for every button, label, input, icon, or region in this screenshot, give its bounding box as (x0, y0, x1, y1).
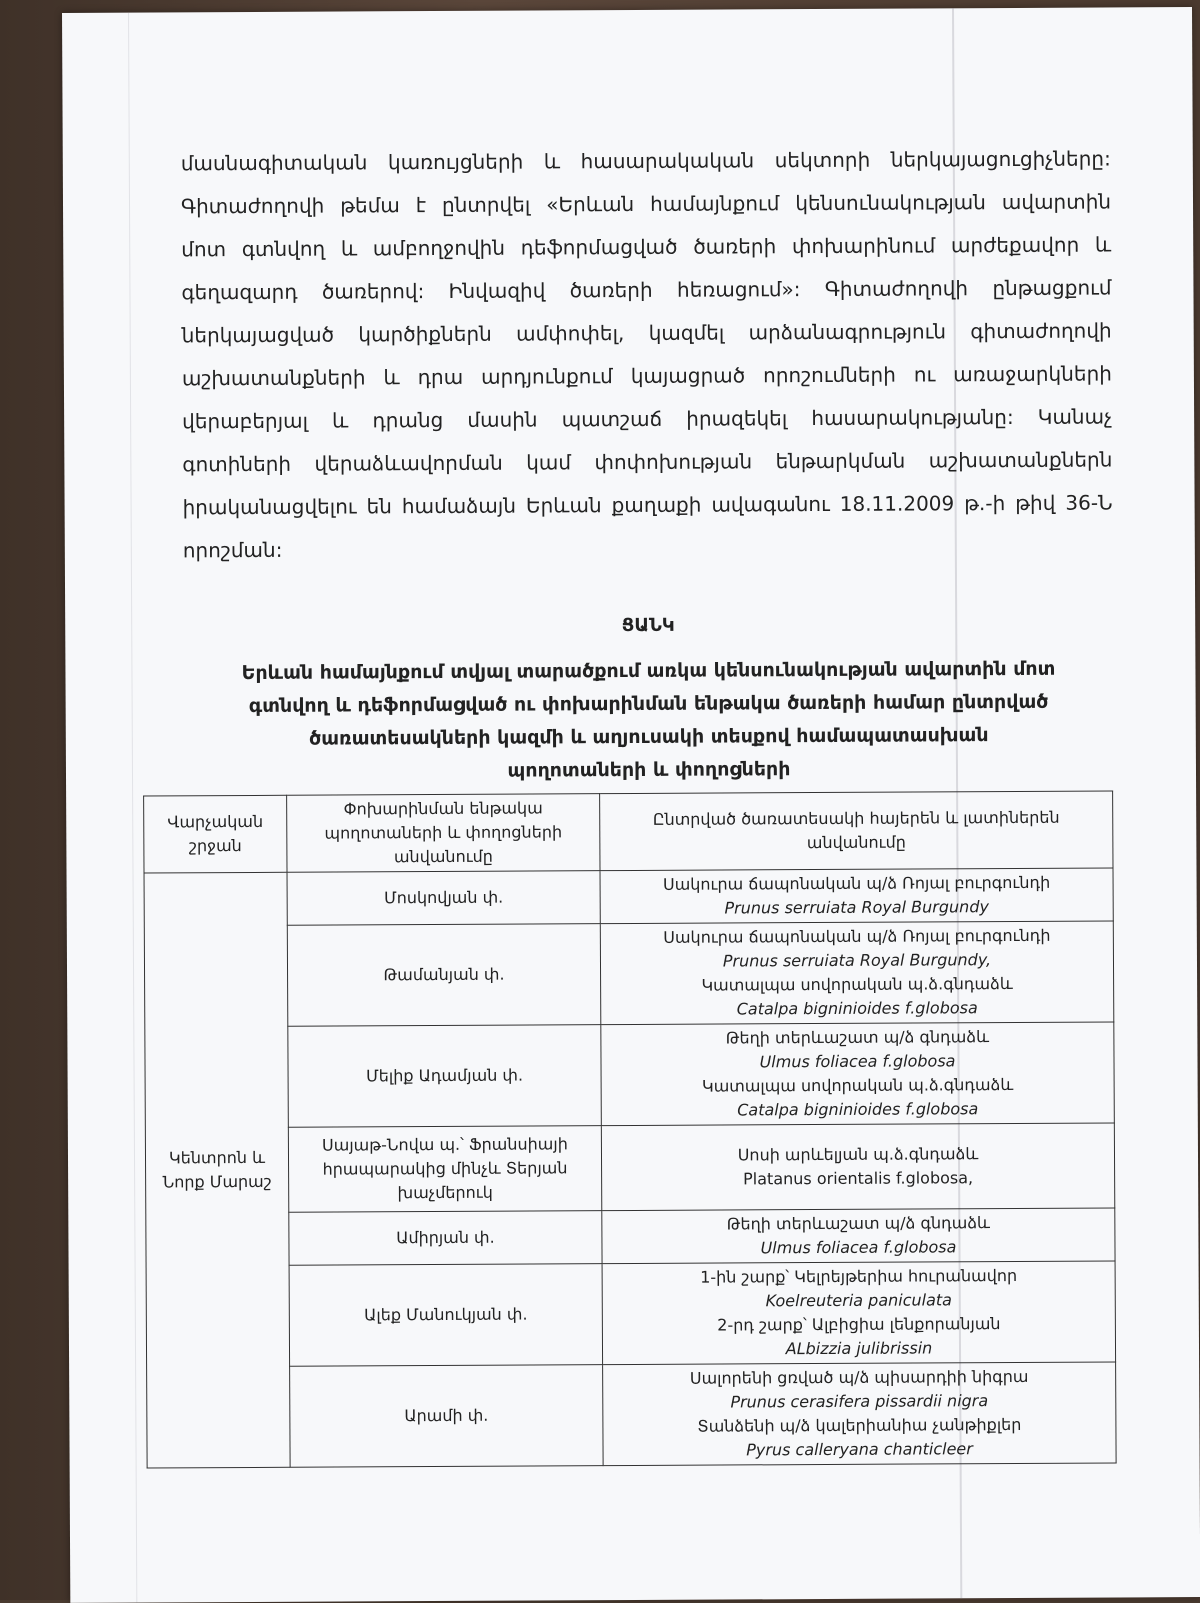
table-row (145, 1022, 1115, 1128)
street-cell: Արամի փ. (290, 1365, 604, 1468)
street-cell: Ամիրյան փ. (289, 1211, 602, 1266)
species-cell (600, 868, 1113, 924)
table-row (146, 1208, 1115, 1266)
paragraph-line: իրականացվելու են համաձայն Երևան քաղաքի ավագանու 18.11.2009 թ.-ի թիվ 36-Ն (182, 490, 1113, 520)
street-cell: Մելիք Ադամյան փ. (288, 1025, 602, 1128)
species-name: Սակուրա ճապոնական պ/ձ Ռոյալ բուրգունդի (663, 925, 1051, 947)
species-name: Platanus orientalis f.globosa, (743, 1168, 974, 1189)
list-title: ՑԱՆԿ (621, 614, 675, 637)
district-cell: Կենտրոն և Նորք Մարաշ (144, 872, 290, 1468)
species-cell (602, 1261, 1116, 1365)
species-name: Թեղի տերևաշատ պ/ձ գնդաձև (725, 1027, 990, 1048)
species-name: Prunus serruiata Royal Burgundy, (722, 950, 992, 971)
species-name: ALbizzia julibrissin (785, 1338, 933, 1359)
species-name: Prunus cerasifera pissardii nigra (730, 1391, 989, 1412)
header-species: Ընտրված ծառատեսակի հայերեն և լատիներեն անվանումը (600, 791, 1113, 871)
species-cell (600, 921, 1114, 1025)
table-body (144, 868, 1116, 1468)
paragraph-line: ներկայացված կարծիքներն ամփոփել, կազմել արձանագրություն գիտաժողովի (181, 318, 1112, 348)
table-row (144, 868, 1113, 926)
table-row (145, 1123, 1114, 1213)
subtitle-line: Երևան համայնքում տվյալ տարածքում առկա կենսունակության ավարտին մոտ (241, 657, 1056, 685)
species-table (143, 790, 1117, 1468)
species-name: 2-րդ շարք՝ Ալբիցիա լենքորանյան (717, 1314, 1001, 1335)
paragraph-line: գոտիների վերաձևավորման կամ փոփոխության ենթարկման աշխատանքներն (182, 447, 1113, 477)
paragraph-line: մոտ գտնվող և ամբողջովին դեֆորմացված ծառերի փոխարինում արժեքավոր և (181, 232, 1112, 262)
street-cell: Թամանյան փ. (287, 924, 601, 1027)
species-name: Տանձենի պ/ձ կալերիանիա չանթիքլեր (697, 1414, 1022, 1436)
species-name: Catalpa bigninioides f.globosa (737, 1099, 979, 1120)
header-district: Վարչական շրջան (144, 795, 287, 873)
species-cell (601, 1022, 1115, 1126)
subtitle-line: ծառատեսակների կազմի և աղյուսակի տեսքով համապատասխան (309, 724, 989, 750)
paragraph-line: աշխատանքների և դրա արդյունքում կայացրած որոշումների ու առաջարկների (181, 361, 1112, 391)
table-header-row (144, 791, 1113, 873)
species-name: Կատալպա սովորական պ.ձ.գնդաձև (701, 973, 1013, 995)
species-name: Prunus serruiata Royal Burgundy (724, 897, 989, 918)
document-page (62, 7, 1200, 1603)
table-row (144, 921, 1114, 1027)
paragraph-line: մասնագիտական կառույցների և հասարակական սեկտորի ներկայացուցիչները: (180, 146, 1111, 176)
street-cell: Ալեք Մանուկյան փ. (289, 1264, 603, 1367)
species-cell (602, 1208, 1115, 1264)
subtitle-line: պողոտաների և փողոցների (507, 758, 791, 782)
paragraph-line: Գիտաժողովի թեմա է ընտրվել «Երևան համայնքում կենսունակության ավարտին (180, 189, 1112, 219)
paragraph-line: վերաբերյալ և դրանց մասին պատշաճ իրազեկել հասարակությանը: Կանաչ (182, 404, 1113, 434)
header-street: Փոխարինման ենթակա պողոտաների և փողոցների անվանումը (287, 794, 600, 873)
species-name: Catalpa bigninioides f.globosa (736, 998, 978, 1019)
species-name: Սոսի արևելյան պ.ձ.գնդաձև (737, 1144, 979, 1165)
street-cell: Մոսկովյան փ. (287, 871, 600, 926)
street-cell: Սայաթ-Նովա պ.՝ Ֆրանսիայի հրապարակից մինչև Տերյան խաչմերուկ (288, 1126, 601, 1213)
paragraph-line: որոշման: (182, 537, 283, 563)
species-name: Սակուրա ճապոնական պ/ձ Ռոյալ բուրգունդի (662, 872, 1051, 894)
subtitle-line: գտնվող և դեֆորմացված ու փոխարինման ենթակա ծառերի համար ընտրված (248, 690, 1049, 717)
species-cell (603, 1362, 1117, 1466)
species-cell (601, 1123, 1114, 1211)
species-name: Կատալպա սովորական պ.ձ.գնդաձև (701, 1074, 1014, 1096)
list-subtitle (183, 652, 1114, 789)
body-paragraph (181, 137, 1113, 572)
species-name: Pyrus calleryana chanticleer (746, 1439, 973, 1460)
species-name: Թեղի տերևաշատ պ/ձ գնդաձև (726, 1213, 991, 1234)
species-name: Ulmus foliacea f.globosa (759, 1051, 956, 1072)
table-row (146, 1261, 1116, 1367)
species-name: Koelreuteria paniculata (765, 1290, 953, 1311)
paper-crease (128, 13, 137, 1603)
species-name: 1-ին շարք՝ Կելրեյթերիա հուրանավոր (700, 1265, 1018, 1287)
table-row (147, 1362, 1117, 1468)
species-name: Ulmus foliacea f.globosa (760, 1237, 957, 1258)
paragraph-line: գեղազարդ ծառերով: Ինվազիվ ծառերի հեռացում»: Գիտաժողովի ընթացքում (181, 275, 1112, 305)
species-name: Սալորենի ցռված պ/ձ պիսարդիի նիգրա (689, 1366, 1029, 1388)
